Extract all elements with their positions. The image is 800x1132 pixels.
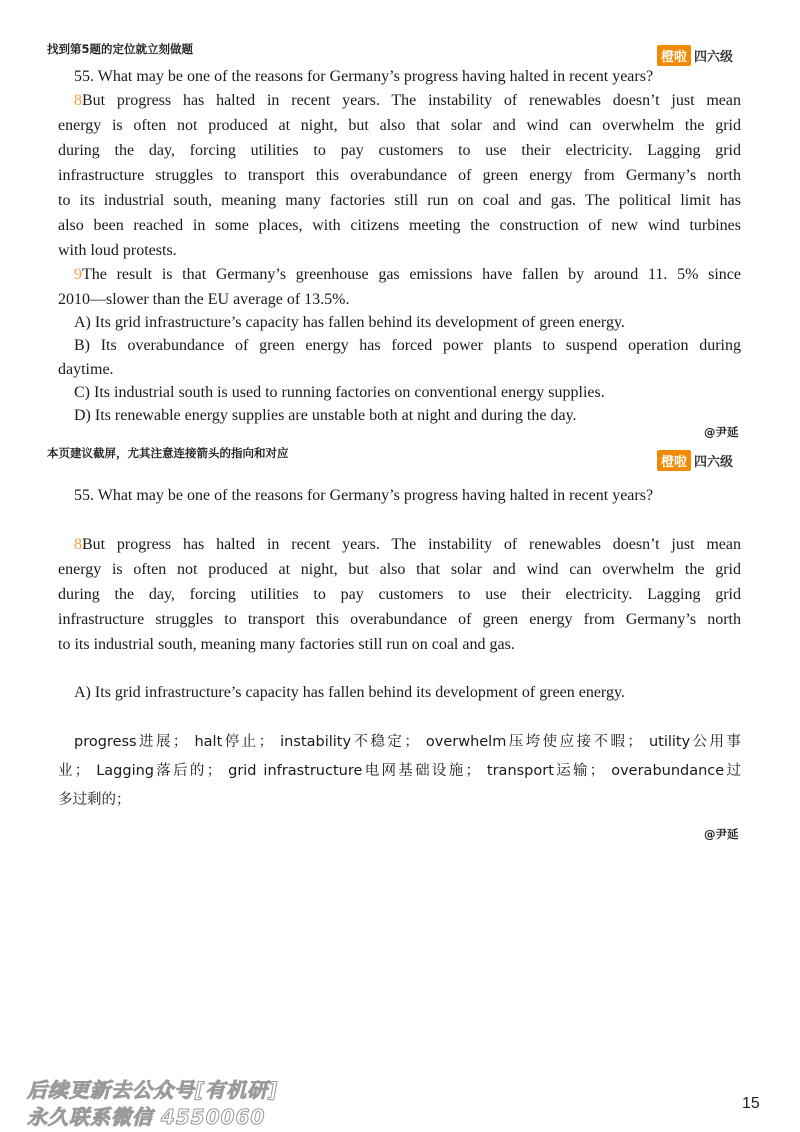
question-2: 55. What may be one of the reasons for Germany’s progress having halted in recent years? [74, 487, 654, 504]
para8-line: infrastructure struggles to transport this overabundance of green energy from Germany’s north [58, 167, 741, 184]
para8-line: with loud protests. [58, 242, 177, 259]
para8-line: 8But progress has halted in recent years. The instability of renewables doesn’t just mean [74, 92, 741, 109]
question-1: 55. What may be one of the reasons for Germany’s progress having halted in recent years? [74, 68, 654, 85]
option-d: D) Its renewable energy supplies are unstable both at night and during the day. [74, 407, 577, 424]
brand-name: 四六级 [694, 455, 734, 470]
para8-line: energy is often not produced at night, but also that solar and wind can overwhelm the grid [58, 561, 741, 578]
para9-line: 9The result is that Germany’s greenhouse gas emissions have fallen by around 11. 5% since [74, 266, 741, 283]
para8-line: during the day, forcing utilities to pay customers to use their electricity. Lagging grid [58, 142, 741, 159]
para8-line: energy is often not produced at night, but also that solar and wind can overwhelm the grid [58, 117, 741, 134]
option-c: C) Its industrial south is used to running factories on conventional energy supplies. [74, 384, 605, 401]
para9-line: 2010—slower than the EU average of 13.5%. [58, 291, 350, 308]
para-number: 8 [74, 536, 82, 553]
signature-1: @尹延 [704, 425, 739, 439]
brand-tag: 橙啦 [657, 450, 691, 471]
signature-2: @尹延 [704, 827, 739, 841]
option-b-cont: daytime. [58, 361, 114, 378]
para8-line: 8But progress has halted in recent years. The instability of renewables doesn’t just mean [74, 536, 741, 553]
vocab-line: 业； Lagging落后的； grid infrastructure电网基础设施； transport运输； overabundance过 [58, 763, 741, 779]
watermark-line-1: 后续更新去公众号[有机研] [27, 1078, 279, 1102]
option-a: A) Its grid infrastructure’s capacity has fallen behind its development of green energy. [74, 314, 625, 331]
vocab-line: 多过剩的； [58, 792, 131, 808]
header-note-2: 本页建议截屏，尤其注意连接箭头的指向和对应 [47, 446, 289, 460]
para8-line: infrastructure struggles to transport this overabundance of green energy from Germany’s north [58, 611, 741, 628]
brand-tag: 橙啦 [657, 45, 691, 66]
para-number: 8 [74, 92, 82, 109]
para8-line: also been reached in some places, with citizens meeting the construction of new wind turbines [58, 217, 741, 234]
watermark-line-2: 永久联系微信 4550060 [27, 1105, 266, 1129]
header-note-1: 找到第5题的定位就立刻做题 [47, 42, 194, 56]
para8-line: to its industrial south, meaning many factories still run on coal and gas. [58, 636, 515, 653]
brand-name: 四六级 [694, 50, 734, 65]
para8-line: during the day, forcing utilities to pay customers to use their electricity. Lagging grid [58, 586, 741, 603]
vocab-line: progress进展； halt停止； instability不稳定； overwhelm压垮使应接不暇； utility公用事 [74, 734, 741, 750]
brand-logo-1 [657, 45, 733, 66]
option-b: B) Its overabundance of green energy has forced power plants to suspend operation during [74, 337, 741, 354]
brand-logo-2 [657, 450, 733, 471]
para-number: 9 [74, 266, 82, 283]
page-number: 15 [742, 1095, 760, 1112]
para8-line: to its industrial south, meaning many factories still run on coal and gas. The political limit has [58, 192, 741, 209]
answer-option: A) Its grid infrastructure’s capacity has fallen behind its development of green energy. [74, 684, 625, 701]
